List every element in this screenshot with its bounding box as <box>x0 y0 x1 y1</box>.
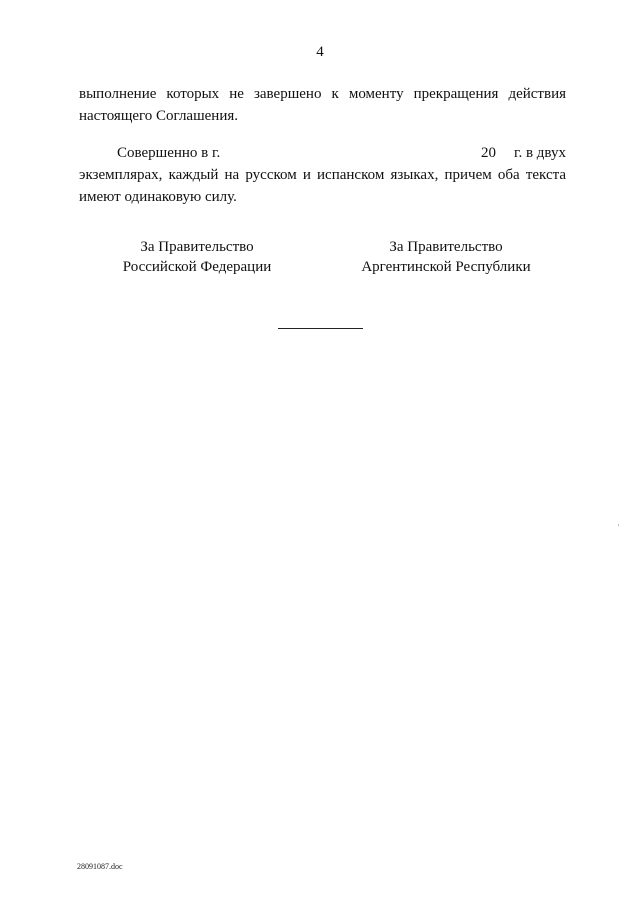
file-reference: 28091087.doc <box>77 862 123 871</box>
signed-at-copies: г. в двух <box>514 145 566 161</box>
signature-russia <box>77 237 317 277</box>
end-divider <box>278 328 363 329</box>
paragraph-continuation: выполнение которых не завершено к моменту прекращения действия настоящего Соглашения. <box>79 86 566 124</box>
signed-at-rest: экземплярах, каждый на русском и испанском языках, причем оба текста имеют одинаковую силу. <box>79 167 566 205</box>
signature-argentina-line2: Аргентинской Республики <box>361 259 531 275</box>
page-number: 4 <box>316 44 324 60</box>
paragraph-signed-at <box>79 142 566 208</box>
signature-argentina <box>326 237 566 277</box>
signed-at-date <box>481 142 566 164</box>
signature-russia-line1: За Правительство <box>140 239 254 255</box>
signed-at-place: Совершенно в г. <box>117 145 221 161</box>
signed-at-year: 20 <box>481 145 496 161</box>
signature-argentina-line1: За Правительство <box>389 239 503 255</box>
signature-russia-line2: Российской Федерации <box>122 259 272 275</box>
scan-speck <box>618 524 619 526</box>
signed-at-first-line <box>79 142 566 164</box>
